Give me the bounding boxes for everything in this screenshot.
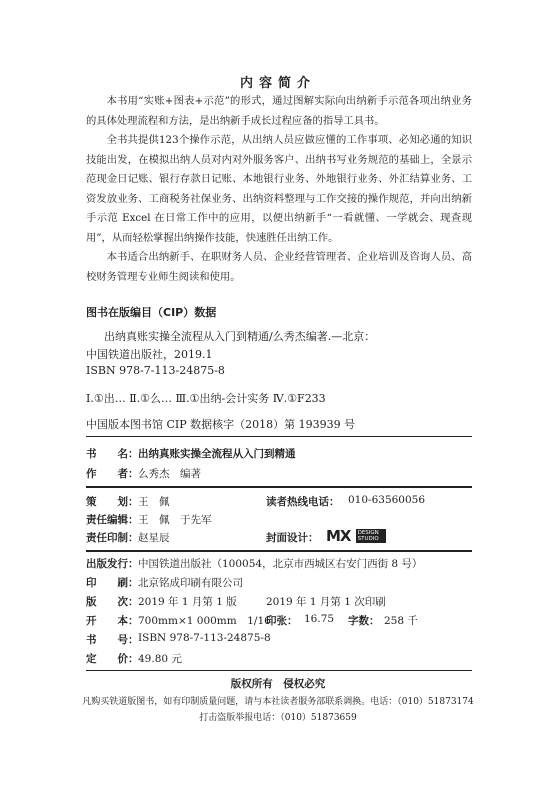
divider [86,670,472,671]
editor: 王 佩 于先军 [138,514,212,526]
divider [86,486,472,488]
cip-heading: 图书在版编目（CIP）数据 [86,306,217,319]
piracy-hotline: 打击盗版举报电话：（010）51873659 [199,713,357,723]
sheets-label: 印张： [266,615,298,627]
price: 49.80 元 [138,653,182,665]
author-label: 作 者： [86,468,139,480]
book-name-label: 书 名： [86,448,139,460]
quality-notice: 凡购买铁道版图书，如有印制质量问题，请与本社读者服务部联系调换。电话：（010）51873174 [82,697,474,707]
intro-title: 内容简介 [239,76,316,91]
rights-notice: 版权所有 侵权必究 [230,678,326,690]
edition: 2019 年 1 月第 1 版 [138,596,237,608]
cip-classification: Ⅰ.①出… Ⅱ.①么… Ⅲ.①出纳-会计实务 Ⅳ.①F233 [86,392,326,405]
impression: 2019 年 1 月第 1 次印刷 [266,596,386,608]
printing-manager: 赵星辰 [138,532,170,544]
cip-line: 出纳真账实操全流程从入门到精通/么秀杰编著.—北京： [104,330,376,343]
isbn: ISBN 978-7-113-24875-8 [138,632,271,644]
format: 700mm×1 000mm 1/16 [138,615,271,627]
printing-manager-label: 责任印制： [86,532,139,544]
format-label: 开 本： [86,615,139,627]
divider [86,550,472,552]
printer: 北京铭成印刷有限公司 [138,577,243,589]
cip-line: ISBN 978-7-113-24875-8 [86,364,225,377]
edition-label: 版 次： [86,596,139,608]
intro-paragraph: 全书共提供123个操作示范，从出纳人员应做应懂的工作事项、必知必通的知识技能出发，在模拟出纳人员对内对外服务客户、出纳书写业务规范的基础上，全景示范现金日记账、银行存款日记账、本地银行业务、外地银行业务、外汇结算业务、工资发放业务、工商税务社保业务、出纳资料整理与工作交接的操作规范，并向出纳新手示范 Excel 在日常工作中的应用，以便出纳新手“一看就懂、一学就会、现查现用”，从而轻松掌握出纳操作技能，快速胜任出纳工作。 [86,134,472,244]
cover-design-label: 封面设计： [266,532,319,544]
isbn-label: 书 号： [86,634,139,646]
book-name: 出纳真账实操全流程从入门到精通 [138,448,296,460]
hotline-label: 读者热线电话： [266,496,340,508]
intro-body [86,92,472,287]
publisher-label: 出版发行： [86,558,139,570]
logo-text: DESIGN STUDIO [356,529,386,543]
logo-mark: MX [326,526,351,545]
editor-label: 责任编辑： [86,514,139,526]
price-label: 定 价： [86,653,139,665]
cover-design-logo [326,525,386,545]
words-label: 字数： [348,615,380,627]
divider [86,436,472,437]
cip-line: 中国铁道出版社，2019.1 [86,348,213,361]
cip-verify: 中国版本图书馆 CIP 数据核字（2018）第 193939 号 [86,418,356,431]
sheets: 16.75 [304,613,335,625]
printer-label: 印 刷： [86,577,139,589]
intro-paragraph: 本书适合出纳新手、在职财务人员、企业经营管理者、企业培训及咨询人员、高校财务管理专业师生阅读和使用。 [86,251,472,283]
intro-paragraph: 本书用“实账+图表+示范”的形式，通过图解实际向出纳新手示范各项出纳业务的具体处理流程和方法，是出纳新手成长过程应备的指导工具书。 [86,95,472,127]
planner-label: 策 划： [86,496,139,508]
hotline: 010-63560056 [348,494,426,506]
author: 么秀杰 编著 [138,468,201,480]
planner: 王 佩 [138,496,170,508]
words: 258 千 [384,615,418,627]
publisher: 中国铁道出版社（100054，北京市西城区右安门西街 8 号） [138,558,423,570]
